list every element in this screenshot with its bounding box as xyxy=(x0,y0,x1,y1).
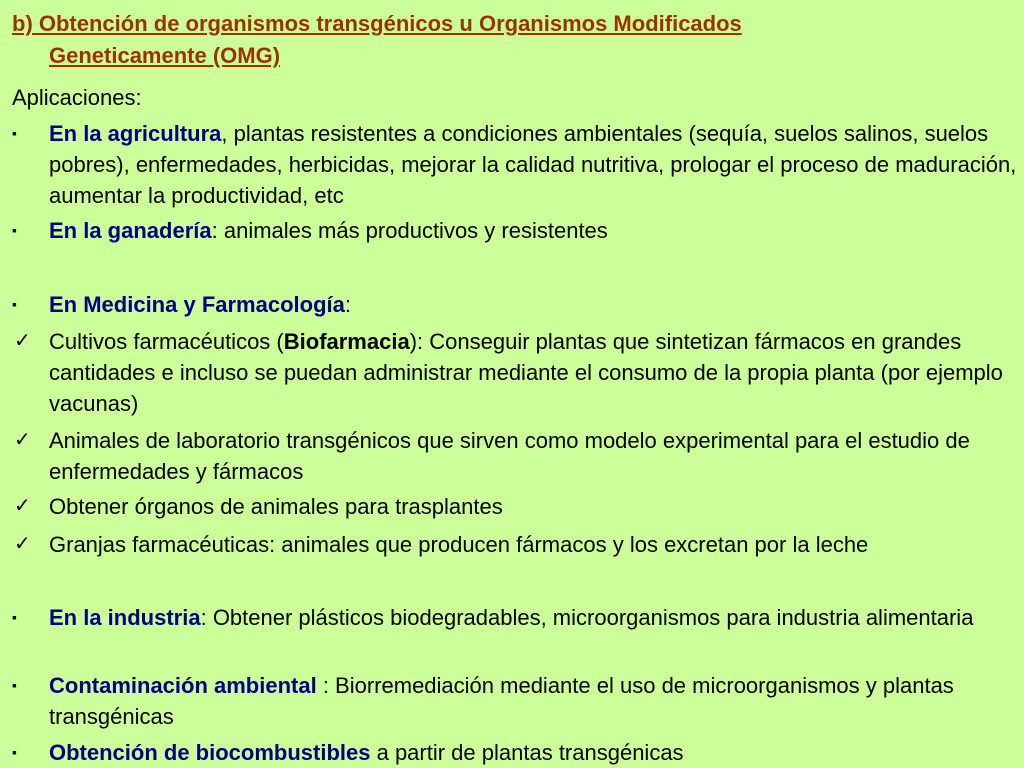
item-description: : Obtener plásticos biodegradables, microorganismos para industria alimentaria xyxy=(200,605,974,630)
list-item-text xyxy=(49,491,1019,522)
checkmark-icon: ✓ xyxy=(14,533,31,555)
section-heading: Aplicaciones: xyxy=(12,85,142,110)
item-description: : xyxy=(344,292,351,317)
item-description: Animales de laboratorio transgénicos que sirven como modelo experimental para el estudio de enfermedades y fármacos xyxy=(49,428,970,484)
list-item-text xyxy=(49,215,1019,246)
item-description: Granjas farmacéuticas: animales que producen fármacos y los excretan por la leche xyxy=(49,532,869,557)
list-item-text xyxy=(49,737,1019,768)
list-item-text xyxy=(49,602,1019,633)
checkmark-icon: ✓ xyxy=(14,330,31,352)
slide-title xyxy=(12,8,1012,72)
list-item-text xyxy=(49,529,1019,560)
square-bullet-icon: ▪ xyxy=(12,296,17,312)
item-description: Obtener órganos de animales para trasplantes xyxy=(49,494,503,519)
item-description: : animales más productivos y resistentes xyxy=(211,218,608,243)
item-prefix: Cultivos farmacéuticos ( xyxy=(49,329,284,354)
square-bullet-icon: ▪ xyxy=(12,744,17,760)
square-bullet-icon: ▪ xyxy=(12,222,17,238)
title-line-1: b) Obtención de organismos transgénicos u Organismos Modificados xyxy=(12,11,742,36)
item-description: ): Conseguir plantas que sintetizan fármacos en grandes cantidades e incluso se puedan administrar mediante el consumo de la propia planta (por ejemplo vacunas) xyxy=(49,329,1003,416)
list-item-text xyxy=(49,425,1019,487)
item-keyword: Obtención de biocombustibles xyxy=(49,740,371,765)
square-bullet-icon: ▪ xyxy=(12,677,17,693)
square-bullet-icon: ▪ xyxy=(12,609,17,625)
list-item-text xyxy=(49,326,1019,419)
checkmark-icon: ✓ xyxy=(14,495,31,517)
square-bullet-icon: ▪ xyxy=(12,125,17,141)
item-keyword: Biofarmacia xyxy=(283,329,410,354)
list-item-text xyxy=(49,118,1019,211)
item-description: a partir de plantas transgénicas xyxy=(370,740,684,765)
item-description: , plantas resistentes a condiciones ambientales (sequía, suelos salinos, suelos pobres), enfermedades, herbicidas, mejorar la calidad nutritiva, prologar el proceso de maduración, aumentar la productividad, etc xyxy=(49,121,1017,208)
list-item-text xyxy=(49,670,1019,732)
list-item-text xyxy=(49,289,1019,320)
item-keyword: Contaminación ambiental xyxy=(49,673,317,698)
item-description: : Biorremediación mediante el uso de microorganismos y plantas transgénicas xyxy=(49,673,954,729)
item-keyword: En Medicina y Farmacología xyxy=(49,292,345,317)
item-keyword: En la agricultura xyxy=(49,121,222,146)
item-keyword: En la industria xyxy=(49,605,201,630)
item-keyword: En la ganadería xyxy=(49,218,212,243)
title-line-2: Geneticamente (OMG) xyxy=(49,43,281,68)
checkmark-icon: ✓ xyxy=(14,429,31,451)
